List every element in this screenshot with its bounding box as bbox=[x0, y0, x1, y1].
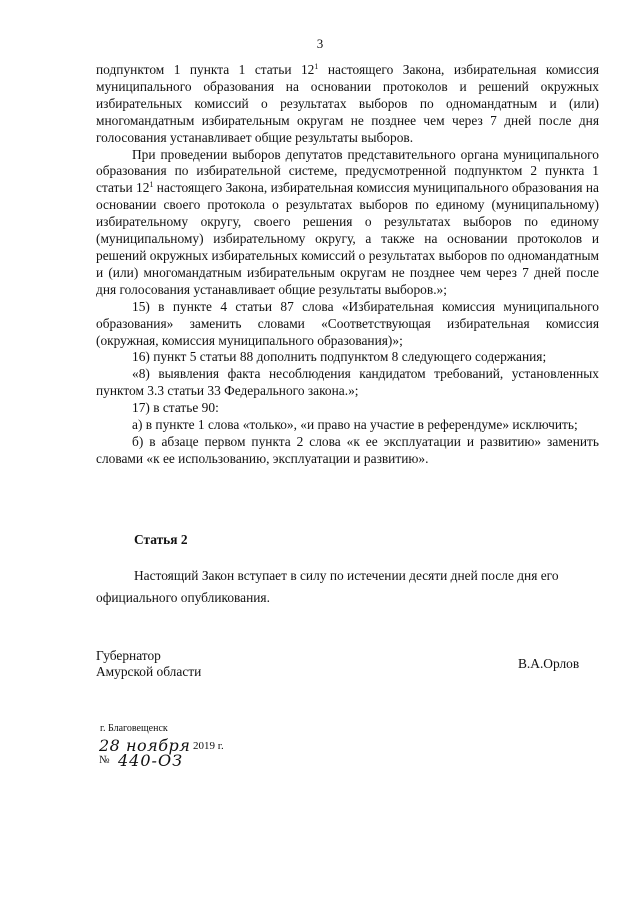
signatory-title-line: Амурской области bbox=[96, 663, 202, 679]
year: 2019 г. bbox=[193, 740, 224, 752]
paragraph: 15) в пункте 4 статьи 87 слова «Избирательная комиссия муниципального образования» заменить словами «Соответствующая избирательная комиссия (окружная, комиссия муниципального образования)»; bbox=[96, 298, 599, 348]
page-number: 3 bbox=[316, 36, 324, 51]
paragraph: а) в пункте 1 слова «только», «и право на участие в референдуме» исключить; bbox=[132, 417, 578, 433]
city: г. Благовещенск bbox=[100, 723, 168, 734]
paragraph: б) в абзаце первом пункта 2 слова «к ее эксплуатации и развитию» заменить словами «к ее использованию, эксплуатации и развитию». bbox=[96, 433, 599, 466]
paragraph: 16) пункт 5 статьи 88 дополнить подпунктом 8 следующего содержания; bbox=[132, 349, 547, 365]
signatory-title-line: Губернатор bbox=[96, 648, 161, 663]
law-body bbox=[96, 62, 599, 468]
paragraph: При проведении выборов депутатов представительного органа муниципального образования по избирательной системе, предусмотренной подпунктом 2 пункта 1 статьи $12^1$ настоящего Закона, избирательная комиссия муниципального образования на основании своего протокола о результатах выборов по единому (муниципальному) избирательному округу, своего решения о результатах выборов по единому (муниципальному) избирательному округу, а также на основании протоколов и решений окружных избирательных комиссий о результатах выборов по одномандатным и (или) многомандатным избирательным округам не позднее чем через 7 дней после дня голосования устанавливает общие результаты выборов.»; bbox=[96, 146, 599, 297]
signatory-name: В.А.Орлов bbox=[518, 656, 580, 671]
number-label: № bbox=[99, 754, 110, 766]
paragraph: 17) в статье 90: bbox=[132, 400, 219, 416]
article-text: Настоящий Закон вступает в силу по истечении десяти дней после дня его официального опубликования. bbox=[96, 568, 559, 605]
signatory-title bbox=[96, 648, 201, 679]
article-heading: Статья 2 bbox=[134, 532, 188, 547]
handwritten-law-number: 440-ОЗ bbox=[118, 751, 184, 770]
paragraph: подпунктом 1 пункта 1 статьи $12^1$ настоящего Закона, избирательная комиссия муниципального образования на основании протоколов и решений окружных избирательных комиссий о результатах выборов по одномандатным и (или) многомандатным избирательным округам не позднее чем через 7 дней после дня голосования устанавливает общие результаты выборов. bbox=[96, 62, 599, 145]
paragraph: «8) выявления факта несоблюдения кандидатом требований, установленных пунктом 3.3 статьи 33 Федерального закона.»; bbox=[96, 366, 599, 399]
handwritten-date: 28 ноября bbox=[99, 736, 191, 755]
